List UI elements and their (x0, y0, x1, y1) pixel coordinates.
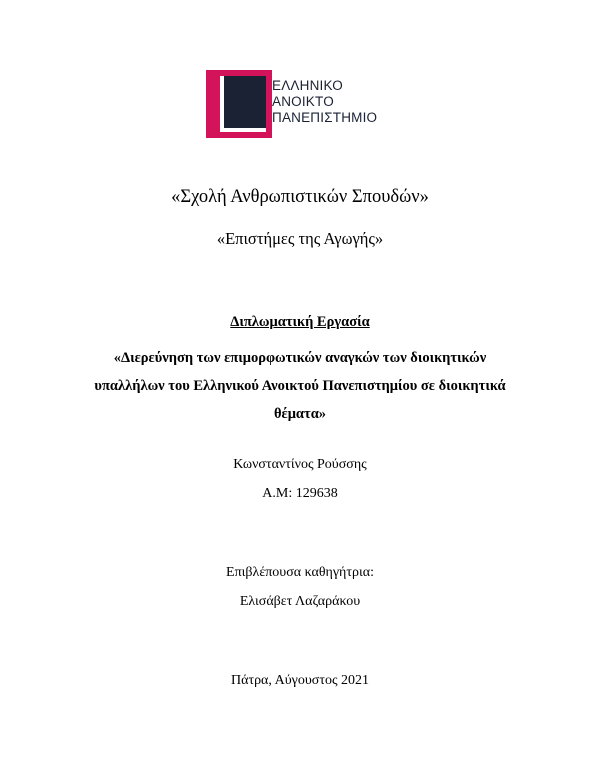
university-logo (206, 70, 396, 138)
thesis-title-line-2: υπαλλήλων του Ελληνικού Ανοικτού Πανεπιστημίου σε διοικητικά (94, 378, 506, 394)
logo-line-3: ΠΑΝΕΠΙΣΤΗΜΙΟ (272, 110, 378, 125)
program-name: «Επιστήμες της Αγωγής» (216, 229, 384, 248)
thesis-type-label: Διπλωματική Εργασία (230, 314, 370, 330)
thesis-title-line-3: θέματα» (273, 406, 327, 422)
thesis-title-line-1: «Διερεύνηση των επιμορφωτικών αναγκών των διοικητικών (113, 350, 487, 366)
university-logo-icon (206, 70, 272, 138)
logo-line-1: ΕΛΛΗΝΙΚΟ (272, 78, 343, 93)
registration-number: Α.Μ: 129638 (262, 486, 338, 501)
author-name: Κωνσταντίνος Ρούσσης (233, 457, 367, 472)
thesis-title (80, 344, 520, 428)
place-date: Πάτρα, Αύγουστος 2021 (231, 673, 369, 688)
supervisor-name: Ελισάβετ Λαζαράκου (239, 594, 361, 609)
supervisor-label: Επιβλέπουσα καθηγήτρια: (226, 565, 374, 580)
school-name: «Σχολή Ανθρωπιστικών Σπουδών» (171, 187, 429, 207)
logo-wordmark (272, 78, 377, 126)
logo-line-2: ΑΝΟΙΚΤΟ (272, 94, 334, 109)
